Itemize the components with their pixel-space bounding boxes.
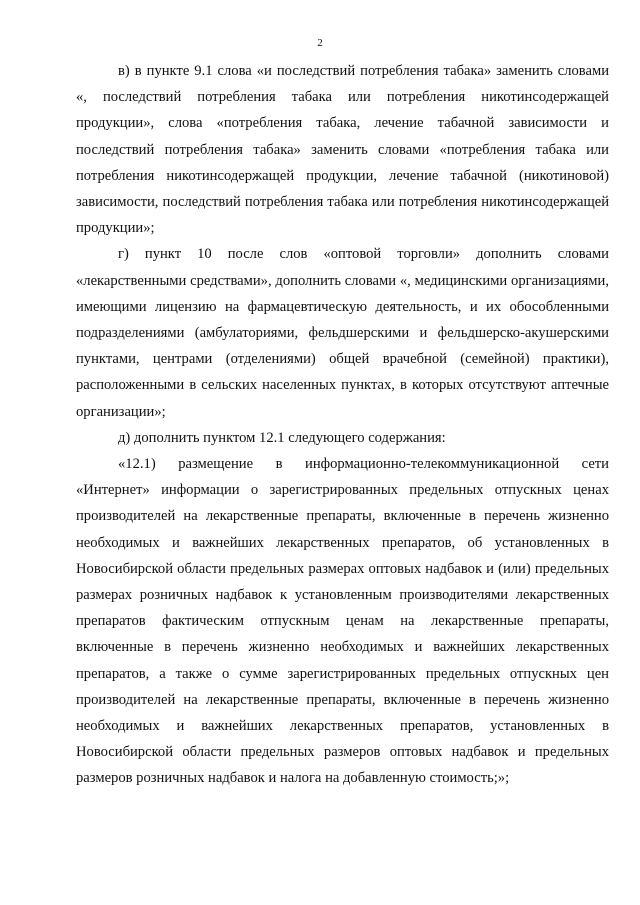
paragraph-point-12-1: «12.1) размещение в информационно-телекоммуникационной сети «Интернет» информации о зарегистрированных предельных отпускных ценах производителей на лекарственные препараты, включенные в перечень жизненно необходимых и важнейших лекарственных препаратов, об установленных в Новосибирской области предельных размерах оптовых надбавок и (или) предельных размерах розничных надбавок к установленным производителями лекарственных препаратов фактическим отпускным ценам на лекарственные препараты, включенные в перечень жизненно необходимых и важнейших лекарственных препаратов, а также о сумме зарегистрированных предельных отпускных цен производителей на лекарственные препараты, включенные в перечень жизненно необходимых и важнейших лекарственных препаратов, установленных в Новосибирской области предельных размеров оптовых надбавок и предельных размеров розничных надбавок и налога на добавленную стоимость;»;: [76, 456, 609, 787]
paragraph-item-g: г) пункт 10 после слов «оптовой торговли» дополнить словами «лекарственными средствами», дополнить словами «, медицинскими организациями, имеющими лицензию на фармацевтическую деятельность, и их обособленными подразделениями (амбулаториями, фельдшерскими и фельдшерско-акушерскими пунктами, центрами (отделениями) общей врачебной (семейной) практики), расположенными в сельских населенных пунктах, в которых отсутствуют аптечные организации»;: [76, 246, 609, 420]
document-body: [76, 58, 609, 792]
page-number: 2: [317, 37, 323, 49]
paragraph-item-v: в) в пункте 9.1 слова «и последствий потребления табака» заменить словами «, последствий потребления табака или потребления никотинсодержащей продукции», слова «потребления табака, лечение табачной зависимости и последствий потребления табака» заменить словами «потребления табака или потребления никотинсодержащей продукции, лечение табачной (никотиновой) зависимости, последствий потребления табака или потребления никотинсодержащей продукции»;: [76, 63, 609, 237]
paragraph-item-d: д) дополнить пунктом 12.1 следующего содержания:: [118, 429, 446, 446]
